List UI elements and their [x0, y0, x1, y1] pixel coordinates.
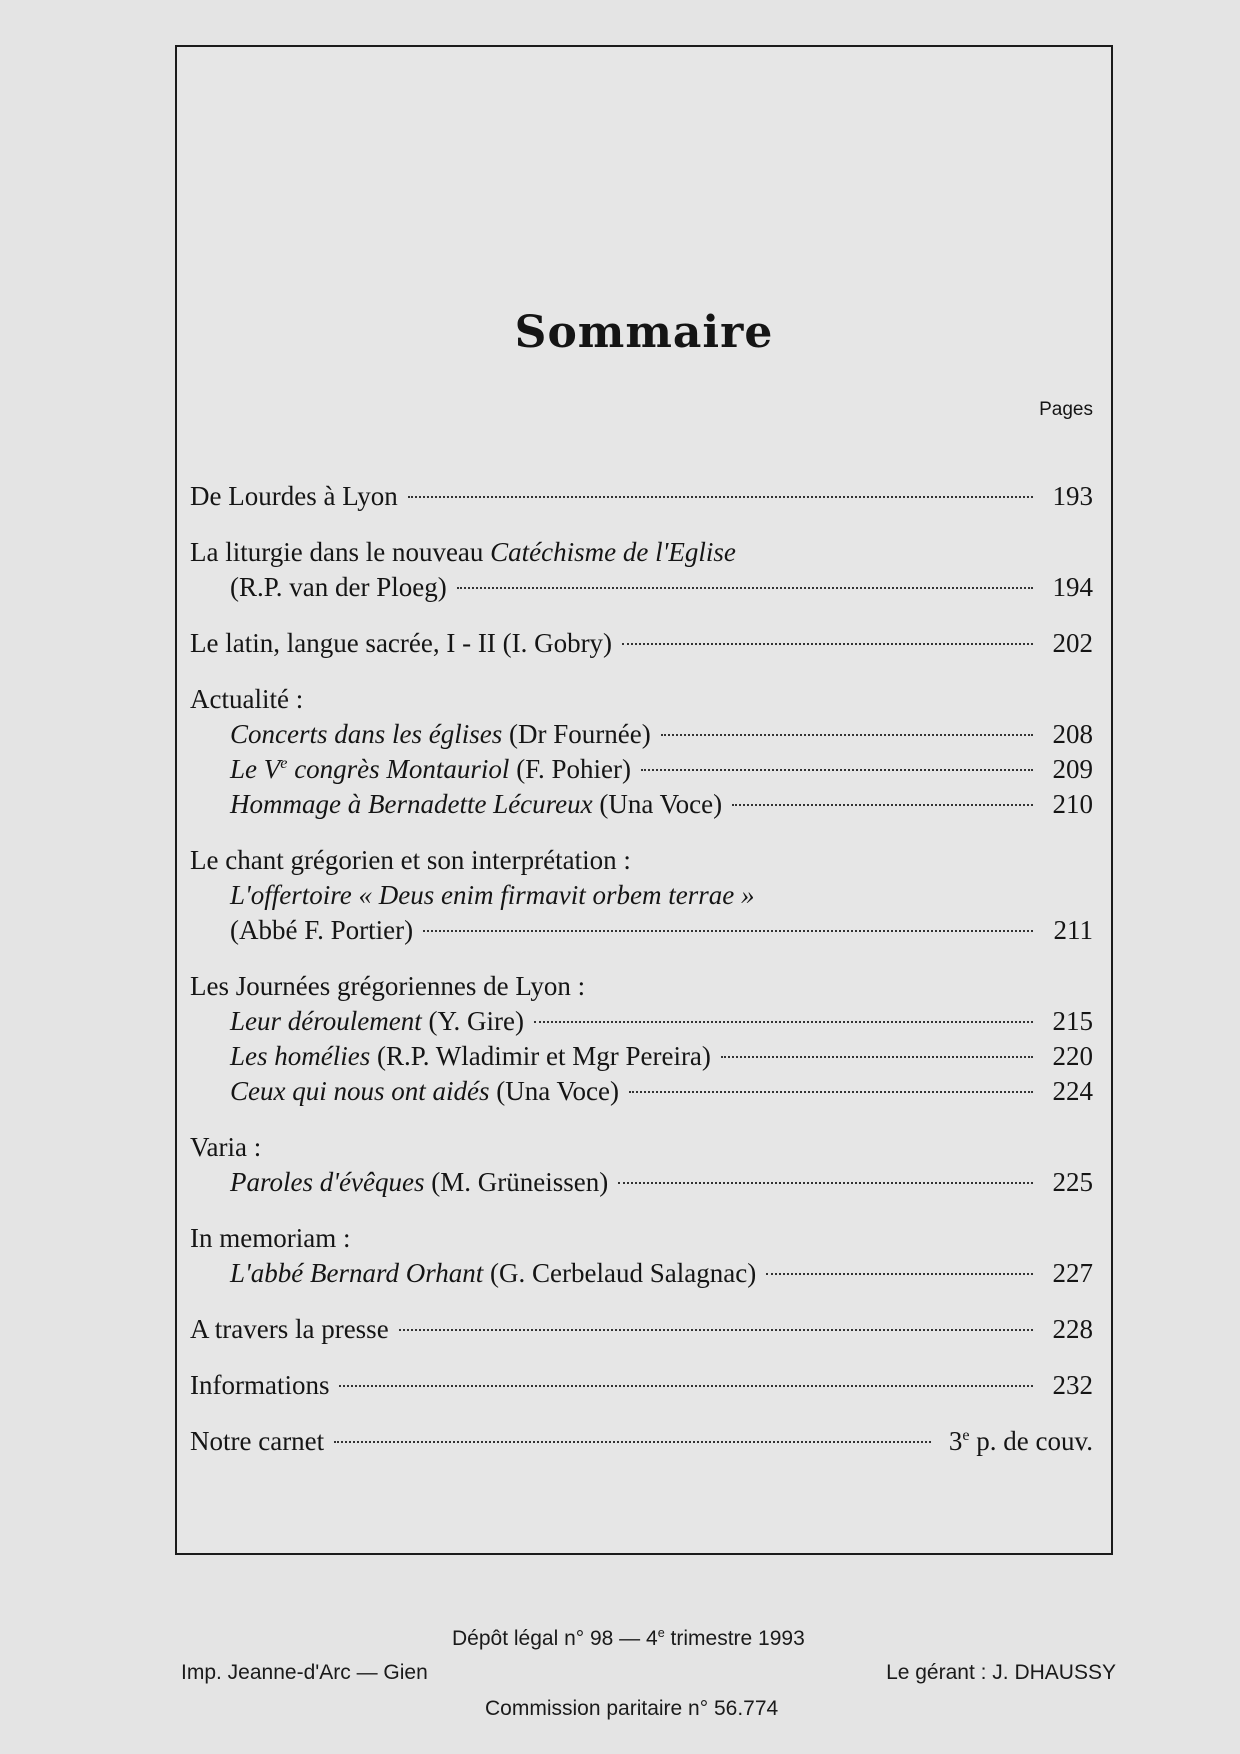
text-part: e	[657, 1626, 665, 1640]
dot-leader	[629, 1091, 1033, 1093]
printer-note: Imp. Jeanne-d'Arc — Gien	[181, 1661, 428, 1684]
text-part: De Lourdes à Lyon	[190, 481, 398, 511]
toc-line	[190, 717, 1093, 752]
toc-line	[190, 626, 1093, 661]
text-part: (R.P. van der Ploeg)	[230, 572, 447, 602]
toc-page-number: 209	[1052, 754, 1093, 784]
dot-leader	[334, 1441, 931, 1443]
text-part: Actualité :	[190, 684, 304, 714]
dot-leader	[423, 930, 1033, 932]
toc-line	[190, 969, 1093, 1004]
toc-page-number: 210	[1052, 789, 1093, 819]
toc-entry	[190, 843, 1093, 948]
dot-leader	[457, 587, 1033, 589]
toc-line	[190, 1004, 1093, 1039]
toc-page-number: 227	[1052, 1258, 1093, 1288]
toc-page-number: 208	[1052, 719, 1093, 749]
toc-line	[190, 682, 1093, 717]
toc-page-number: 194	[1052, 572, 1093, 602]
manager-note: Le gérant : J. DHAUSSY	[886, 1661, 1116, 1684]
text-part: (R.P. Wladimir et Mgr Pereira)	[370, 1041, 711, 1071]
toc-line	[190, 787, 1093, 822]
dot-leader	[766, 1273, 1033, 1275]
text-part: (Una Voce)	[592, 789, 723, 819]
text-part: e	[280, 754, 288, 772]
text-part: Le chant grégorien et son interprétation :	[190, 845, 631, 875]
dot-leader	[339, 1385, 1033, 1387]
toc-line	[190, 1368, 1093, 1403]
dot-leader	[408, 496, 1033, 498]
text-part: Ceux qui nous ont aidés	[230, 1076, 490, 1106]
dot-leader	[534, 1021, 1033, 1023]
text-part: Les homélies	[230, 1041, 371, 1071]
toc-page-number: 193	[1052, 481, 1093, 511]
dot-leader	[661, 734, 1033, 736]
toc-line	[190, 570, 1093, 605]
text-part: (Y. Gire)	[421, 1006, 524, 1036]
toc-line	[190, 878, 1093, 913]
toc-page-number: 228	[1052, 1314, 1093, 1344]
toc-line-label	[230, 1039, 711, 1074]
toc-line	[190, 752, 1093, 787]
dot-leader	[732, 804, 1033, 806]
toc-line	[190, 1256, 1093, 1291]
text-part: L'abbé Bernard Orhant	[230, 1258, 484, 1288]
toc-line-label	[190, 843, 631, 878]
toc-line-label	[190, 969, 585, 1004]
text-part: trimestre 1993	[664, 1627, 805, 1650]
commission-note: Commission paritaire n° 56.774	[485, 1697, 779, 1720]
text-part: A travers la presse	[190, 1314, 389, 1344]
toc-line	[190, 1165, 1093, 1200]
dot-leader	[622, 643, 1033, 645]
toc-line	[190, 1039, 1093, 1074]
text-part: p. de couv.	[969, 1426, 1093, 1456]
text-part: e	[962, 1426, 970, 1444]
toc-entry	[190, 626, 1093, 661]
text-part: Leur déroulement	[230, 1006, 422, 1036]
toc-entry	[190, 1130, 1093, 1200]
toc-line-label	[190, 1312, 389, 1347]
text-part: Hommage à Bernadette Lécureux	[230, 789, 593, 819]
dot-leader	[721, 1056, 1033, 1058]
table-of-contents-frame	[175, 45, 1113, 1555]
dot-leader	[399, 1329, 1033, 1331]
legal-deposit-note	[452, 1627, 805, 1651]
text-part: Le latin, langue sacrée, I - II (I. Gobry)	[190, 628, 613, 658]
text-part: (Dr Fournée)	[502, 719, 651, 749]
toc-line-label	[190, 479, 398, 514]
toc-page-number: 211	[1053, 915, 1093, 945]
toc-page-number: 225	[1052, 1167, 1093, 1197]
toc-line	[190, 535, 1093, 570]
toc-line-label	[230, 717, 651, 752]
dot-leader	[641, 769, 1033, 771]
text-part: (M. Grüneissen)	[424, 1167, 609, 1197]
toc-line	[190, 913, 1093, 948]
toc-line	[190, 843, 1093, 878]
toc-line-label	[230, 570, 447, 605]
toc-line-label	[230, 1004, 524, 1039]
toc-line-label	[190, 1368, 329, 1403]
pages-column-header: Pages	[1039, 399, 1093, 420]
toc-line-label	[230, 1074, 619, 1109]
toc-line-label	[230, 1256, 756, 1291]
toc-line-label	[190, 626, 612, 661]
toc-page-number: 215	[1052, 1006, 1093, 1036]
text-part: Catéchisme de l'Eglise	[490, 537, 736, 567]
toc-line-label	[230, 1165, 608, 1200]
toc-line-label	[230, 787, 722, 822]
toc-line	[190, 1221, 1093, 1256]
toc-list	[190, 479, 1093, 1480]
dot-leader	[618, 1182, 1033, 1184]
page-title: Sommaire	[514, 307, 774, 358]
text-part: Varia :	[190, 1132, 262, 1162]
text-part: Concerts dans les églises	[230, 719, 503, 749]
toc-line-label	[230, 752, 631, 787]
toc-entry	[190, 1221, 1093, 1291]
text-part: Paroles d'évêques	[230, 1167, 425, 1197]
text-part: La liturgie dans le nouveau	[190, 537, 491, 567]
toc-entry	[190, 682, 1093, 822]
text-part: (G. Cerbelaud Salagnac)	[483, 1258, 757, 1288]
toc-line-label	[230, 878, 754, 913]
text-part: L'offertoire « Deus enim firmavit orbem terrae »	[230, 880, 755, 910]
text-part: Le V	[230, 754, 281, 784]
toc-line-label	[190, 1130, 261, 1165]
toc-line	[190, 1424, 1093, 1459]
text-part: 3	[948, 1426, 963, 1456]
text-part: (Abbé F. Portier)	[230, 915, 414, 945]
toc-entry	[190, 1312, 1093, 1347]
text-part: Notre carnet	[190, 1426, 325, 1456]
toc-line	[190, 1312, 1093, 1347]
text-part: (Una Voce)	[489, 1076, 619, 1106]
text-part: Les Journées grégoriennes de Lyon :	[190, 971, 586, 1001]
toc-entry	[190, 1424, 1093, 1459]
text-part: (F. Pohier)	[509, 754, 632, 784]
toc-page-number	[949, 1424, 1093, 1459]
toc-page-number: 224	[1052, 1076, 1093, 1106]
toc-page-number: 232	[1052, 1370, 1093, 1400]
toc-page-number: 202	[1052, 628, 1093, 658]
text-part: congrès Montauriol	[287, 754, 510, 784]
toc-page-number: 220	[1052, 1041, 1093, 1071]
toc-line	[190, 1074, 1093, 1109]
toc-line-label	[190, 1424, 324, 1459]
toc-line	[190, 479, 1093, 514]
toc-entry	[190, 1368, 1093, 1403]
toc-entry	[190, 969, 1093, 1109]
toc-entry	[190, 535, 1093, 605]
toc-line-label	[190, 682, 303, 717]
text-part: Dépôt légal n° 98 — 4	[452, 1627, 658, 1650]
toc-line-label	[190, 1221, 350, 1256]
toc-entry	[190, 479, 1093, 514]
text-part: In memoriam :	[190, 1223, 351, 1253]
toc-line	[190, 1130, 1093, 1165]
toc-line-label	[230, 913, 413, 948]
toc-line-label	[190, 535, 736, 570]
text-part: Informations	[190, 1370, 330, 1400]
